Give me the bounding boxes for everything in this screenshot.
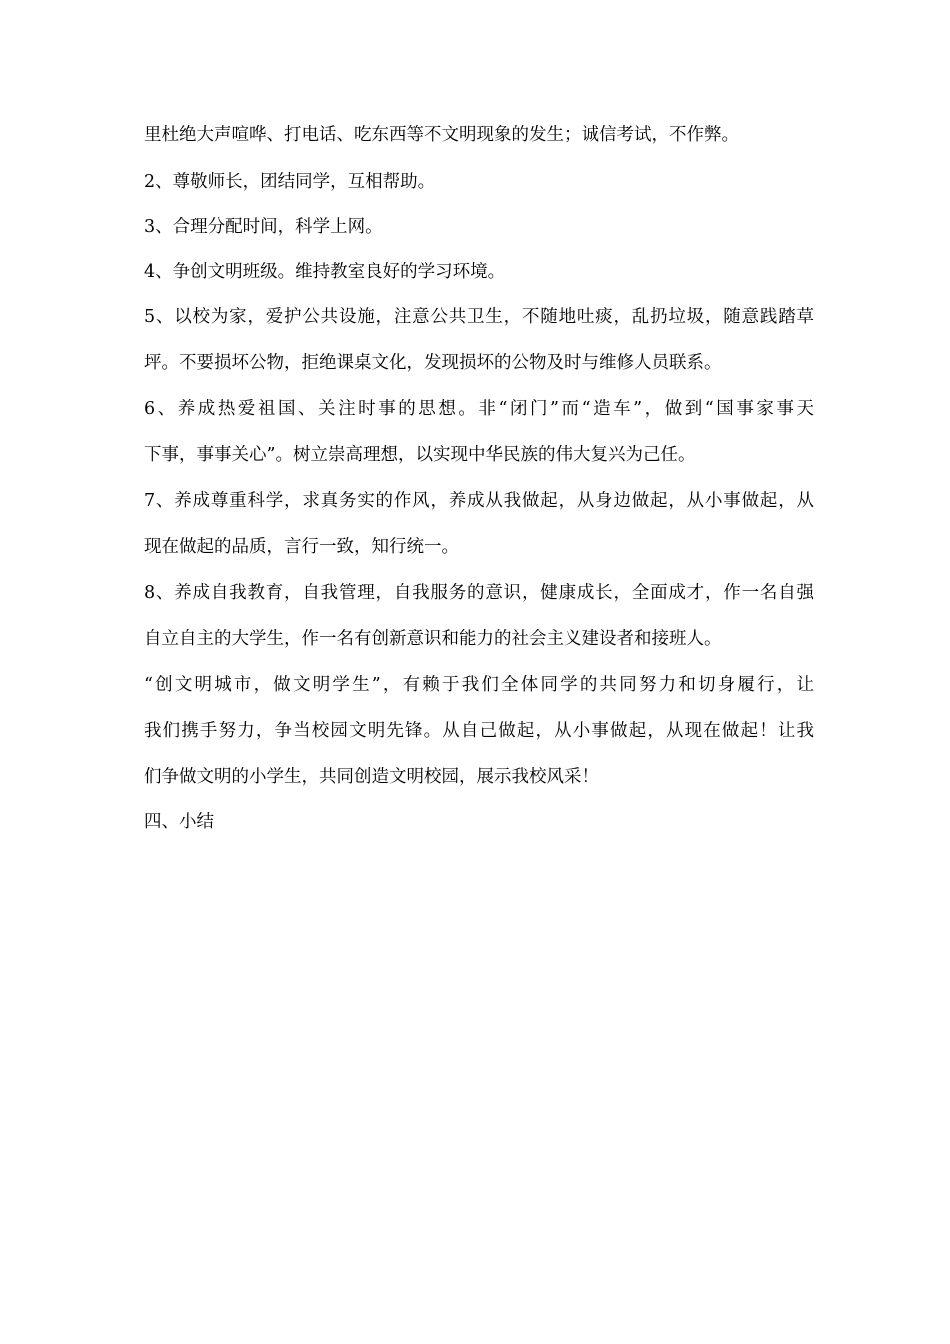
section-heading-summary: 四、小结 (144, 812, 214, 832)
text-line-12: 自立自主的大学生，作一名有创新意识和能力的社会主义建设者和接班人。 (144, 629, 722, 649)
text-line-10: 现在做起的品质，言行一致，知行统一。 (144, 537, 459, 557)
text-line-9: 7、养成尊重科学，求真务实的作风，养成从我做起，从身边做起，从小事做起，从 (144, 491, 814, 511)
text-line-15: 们争做文明的小学生，共同创造文明校园，展示我校风采！ (144, 767, 599, 787)
text-line-4: 4、争创文明班级。维持教室良好的学习环境。 (144, 262, 506, 282)
text-line-11: 8、养成自我教育，自我管理，自我服务的意识，健康成长，全面成才，作一名自强 (144, 583, 814, 603)
text-line-3: 3、合理分配时间，科学上网。 (144, 217, 383, 237)
text-line-5: 5、以校为家，爱护公共设施，注意公共卫生，不随地吐痰，乱扔垃圾，随意践踏草 (144, 307, 814, 327)
text-line-8: 下事，事事关心”。树立崇高理想，以实现中华民族的伟大复兴为己任。 (144, 445, 696, 465)
text-line-13: “创文明城市，做文明学生”，有赖于我们全体同学的共同努力和切身履行，让 (144, 675, 814, 695)
text-line-6: 坪。不要损坏公物，拒绝课桌文化，发现损坏的公物及时与维修人员联系。 (144, 353, 722, 373)
text-line-14: 我们携手努力，争当校园文明先锋。从自己做起，从小事做起，从现在做起！让我 (144, 721, 814, 741)
text-line-2: 2、尊敬师长，团结同学，互相帮助。 (144, 172, 436, 192)
text-line-1: 里杜绝大声喧哗、打电话、吃东西等不文明现象的发生；诚信考试，不作弊。 (144, 125, 739, 145)
text-line-7: 6、养成热爱祖国、关注时事的思想。非“闭门”而“造车”，做到“国事家事天 (144, 399, 814, 419)
